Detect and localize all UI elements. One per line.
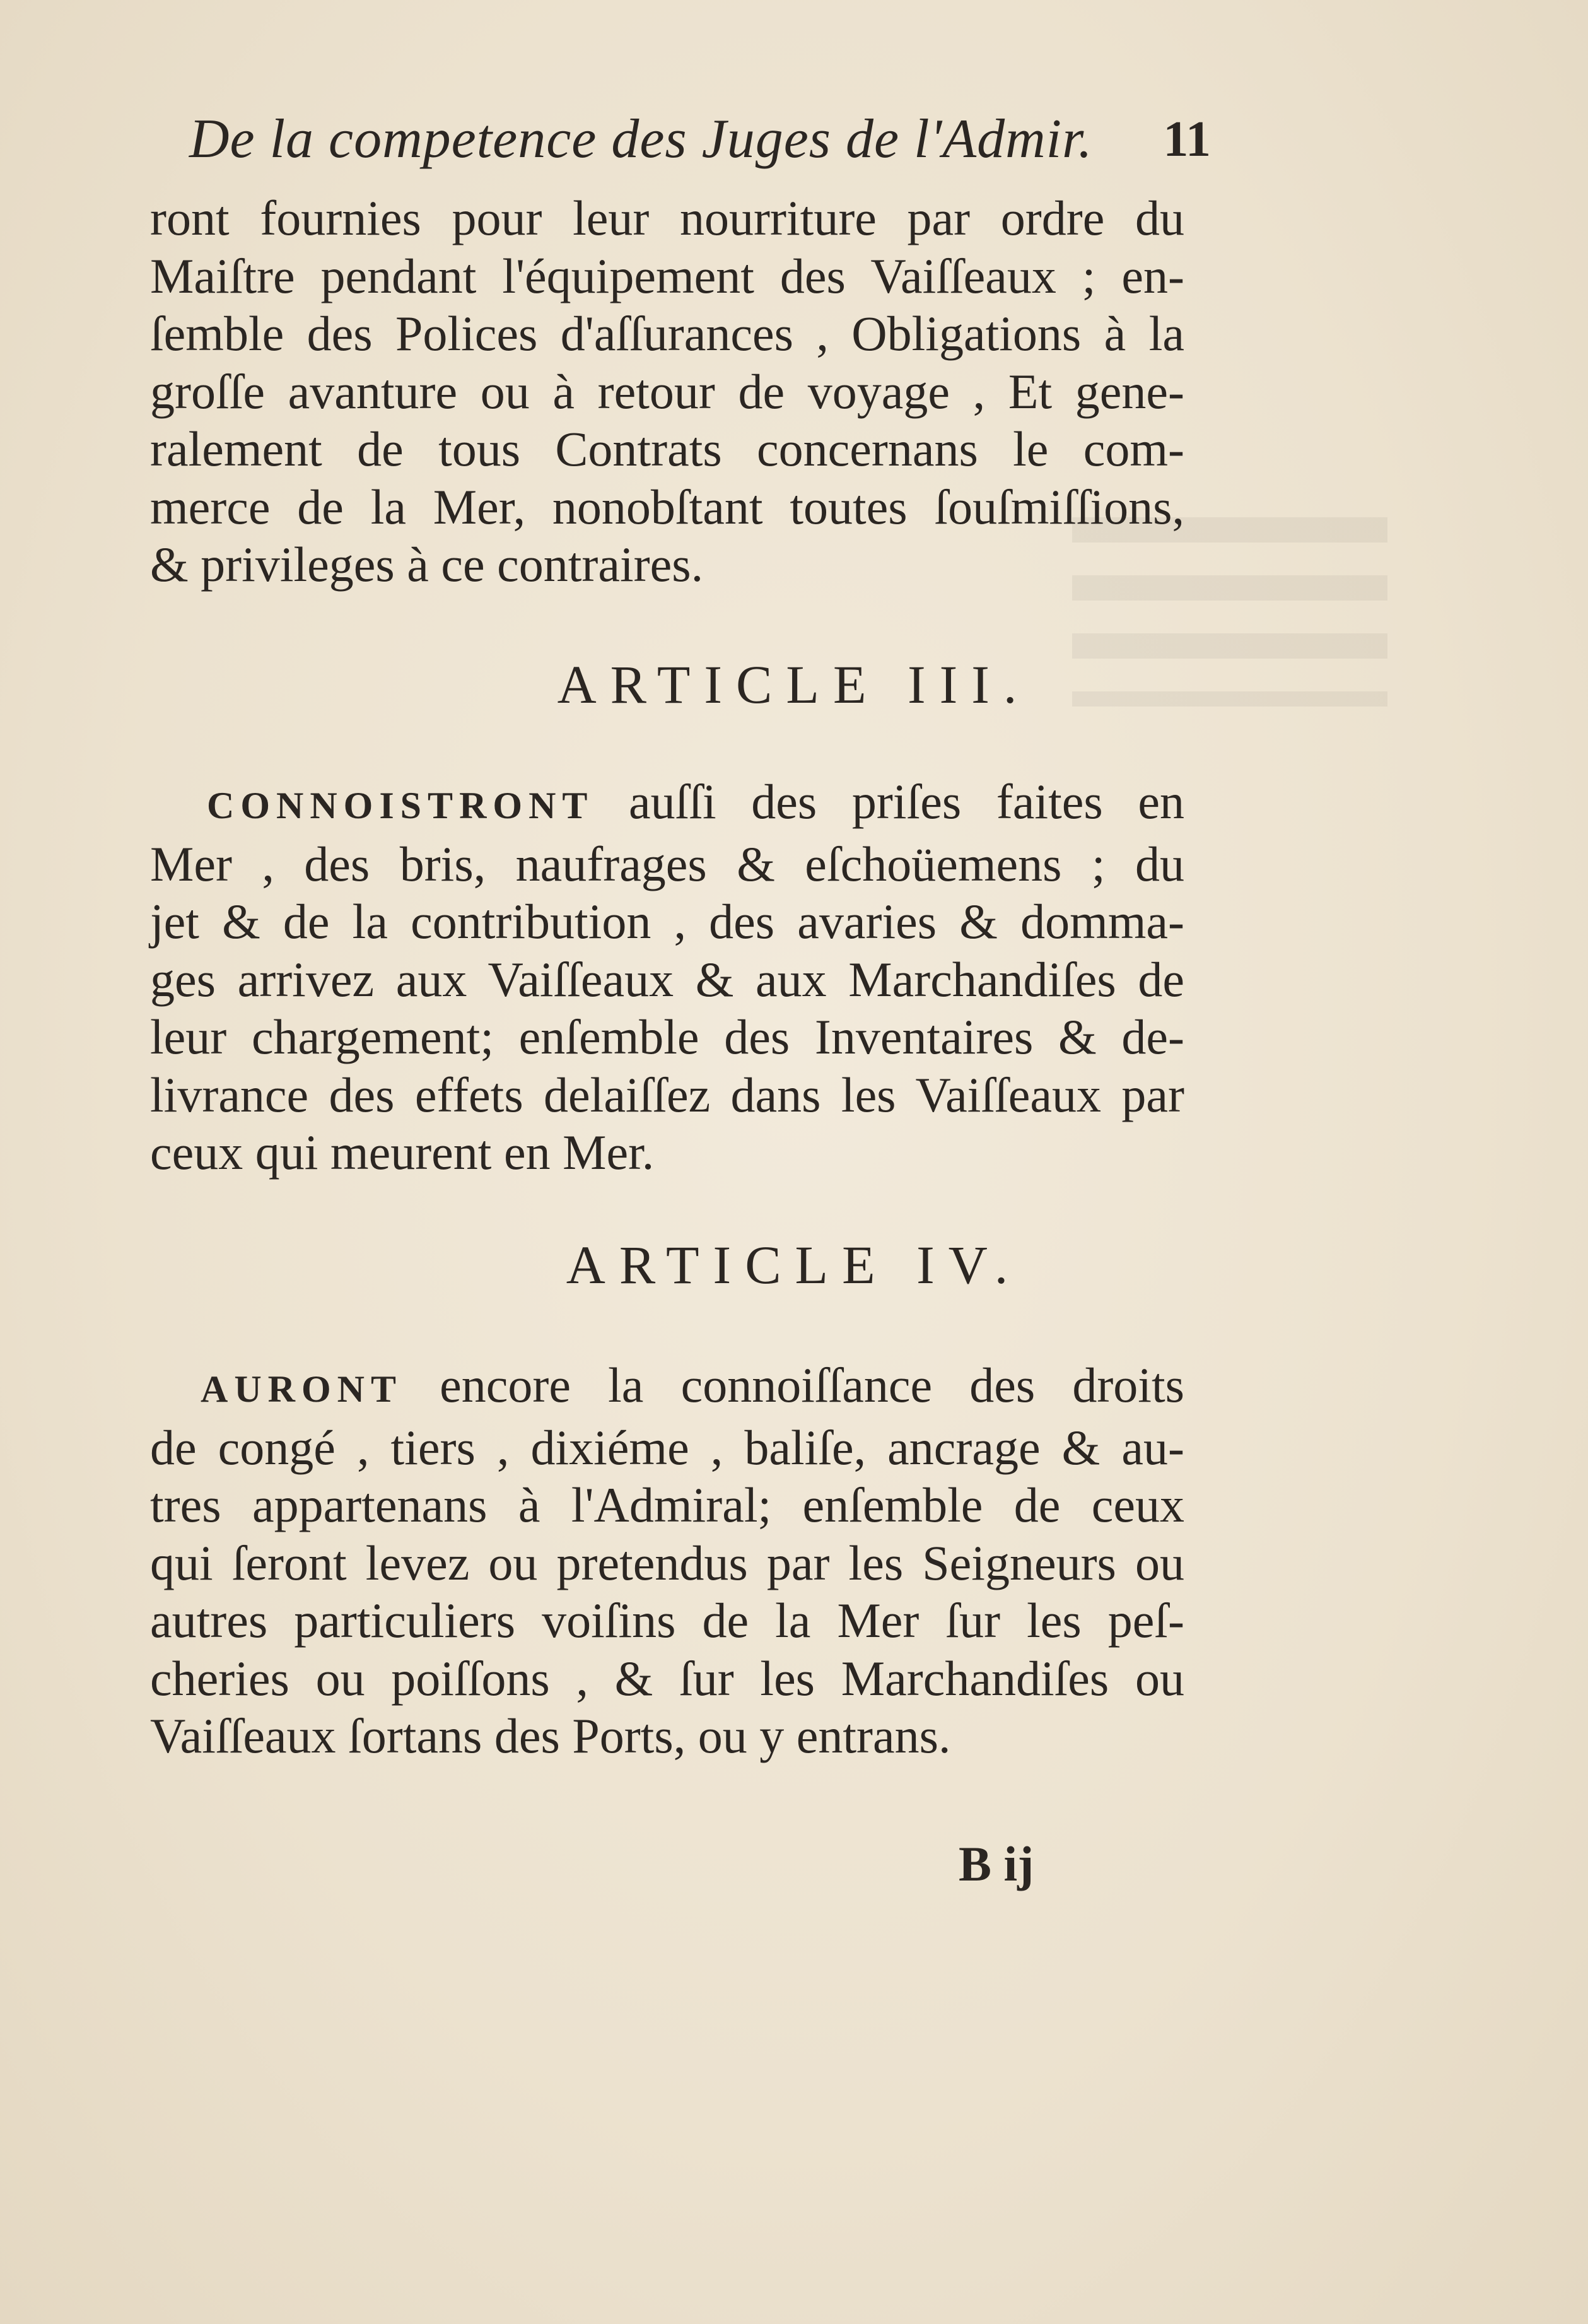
article-3-heading: ARTICLE III. (557, 654, 1031, 715)
text-line: tres appartenans à l'Admiral; enſemble de ceux (150, 1477, 1184, 1532)
text-fragment: auſſi des priſes faites en (593, 774, 1184, 829)
text-line: cheries ou poiſſons , & ſur les Marchandiſes ou (150, 1650, 1184, 1706)
text-line: Vaiſſeaux ſortans des Ports, ou y entrans. (150, 1708, 951, 1763)
running-title: De la competence des Juges de l'Admir. (189, 109, 1093, 170)
article-3-body (150, 773, 1184, 1182)
text-line: & privileges à ce contraires. (150, 537, 704, 592)
text-line: Mer , des bris, naufrages & eſchoüemens ; du (150, 836, 1184, 891)
text-line (150, 1356, 1184, 1419)
text-line: ralement de tous Contrats concernans le com- (150, 421, 1184, 476)
text-line: autres particuliers voiſins de la Mer ſur les peſ- (150, 1593, 1184, 1648)
page-number: 11 (1163, 112, 1211, 167)
text-line: ront fournies pour leur nourriture par ordre du (150, 191, 1184, 245)
text-line: livrance des effets delaiſſez dans les Vaiſſeaux par (150, 1067, 1184, 1122)
text-line: ges arrivez aux Vaiſſeaux & aux Marchandiſes de (150, 951, 1184, 1007)
lead-word: AURONT (201, 1368, 403, 1410)
text-line: ſemble des Polices d'aſſurances , Obligations à la (150, 306, 1184, 361)
article-4-body (150, 1356, 1184, 1765)
text-line (150, 773, 1184, 835)
running-head (189, 107, 1211, 183)
lead-word: CONNOISTRONT (207, 785, 594, 826)
signature-mark: B ij (959, 1836, 1034, 1891)
text-fragment: encore la connoiſſance des droits (402, 1358, 1184, 1412)
paragraph-continued (150, 189, 1184, 594)
text-line: leur chargement; enſemble des Inventaires & de- (150, 1009, 1184, 1064)
text-line: de congé , tiers , dixiéme , baliſe, ancrage & au- (150, 1419, 1184, 1475)
text-line: qui ſeront levez ou pretendus par les Seigneurs ou (150, 1535, 1184, 1590)
text-line: Maiſtre pendant l'équipement des Vaiſſeaux ; en- (150, 248, 1184, 303)
text-line: groſſe avanture ou à retour de voyage , Et gene- (150, 363, 1184, 419)
article-4-heading: ARTICLE IV. (566, 1235, 1022, 1295)
text-line: merce de la Mer, nonobſtant toutes ſouſmiſſions, (150, 479, 1184, 534)
text-line: ceux qui meurent en Mer. (150, 1125, 655, 1180)
text-line: jet & de la contribution , des avaries & domma- (150, 894, 1184, 949)
